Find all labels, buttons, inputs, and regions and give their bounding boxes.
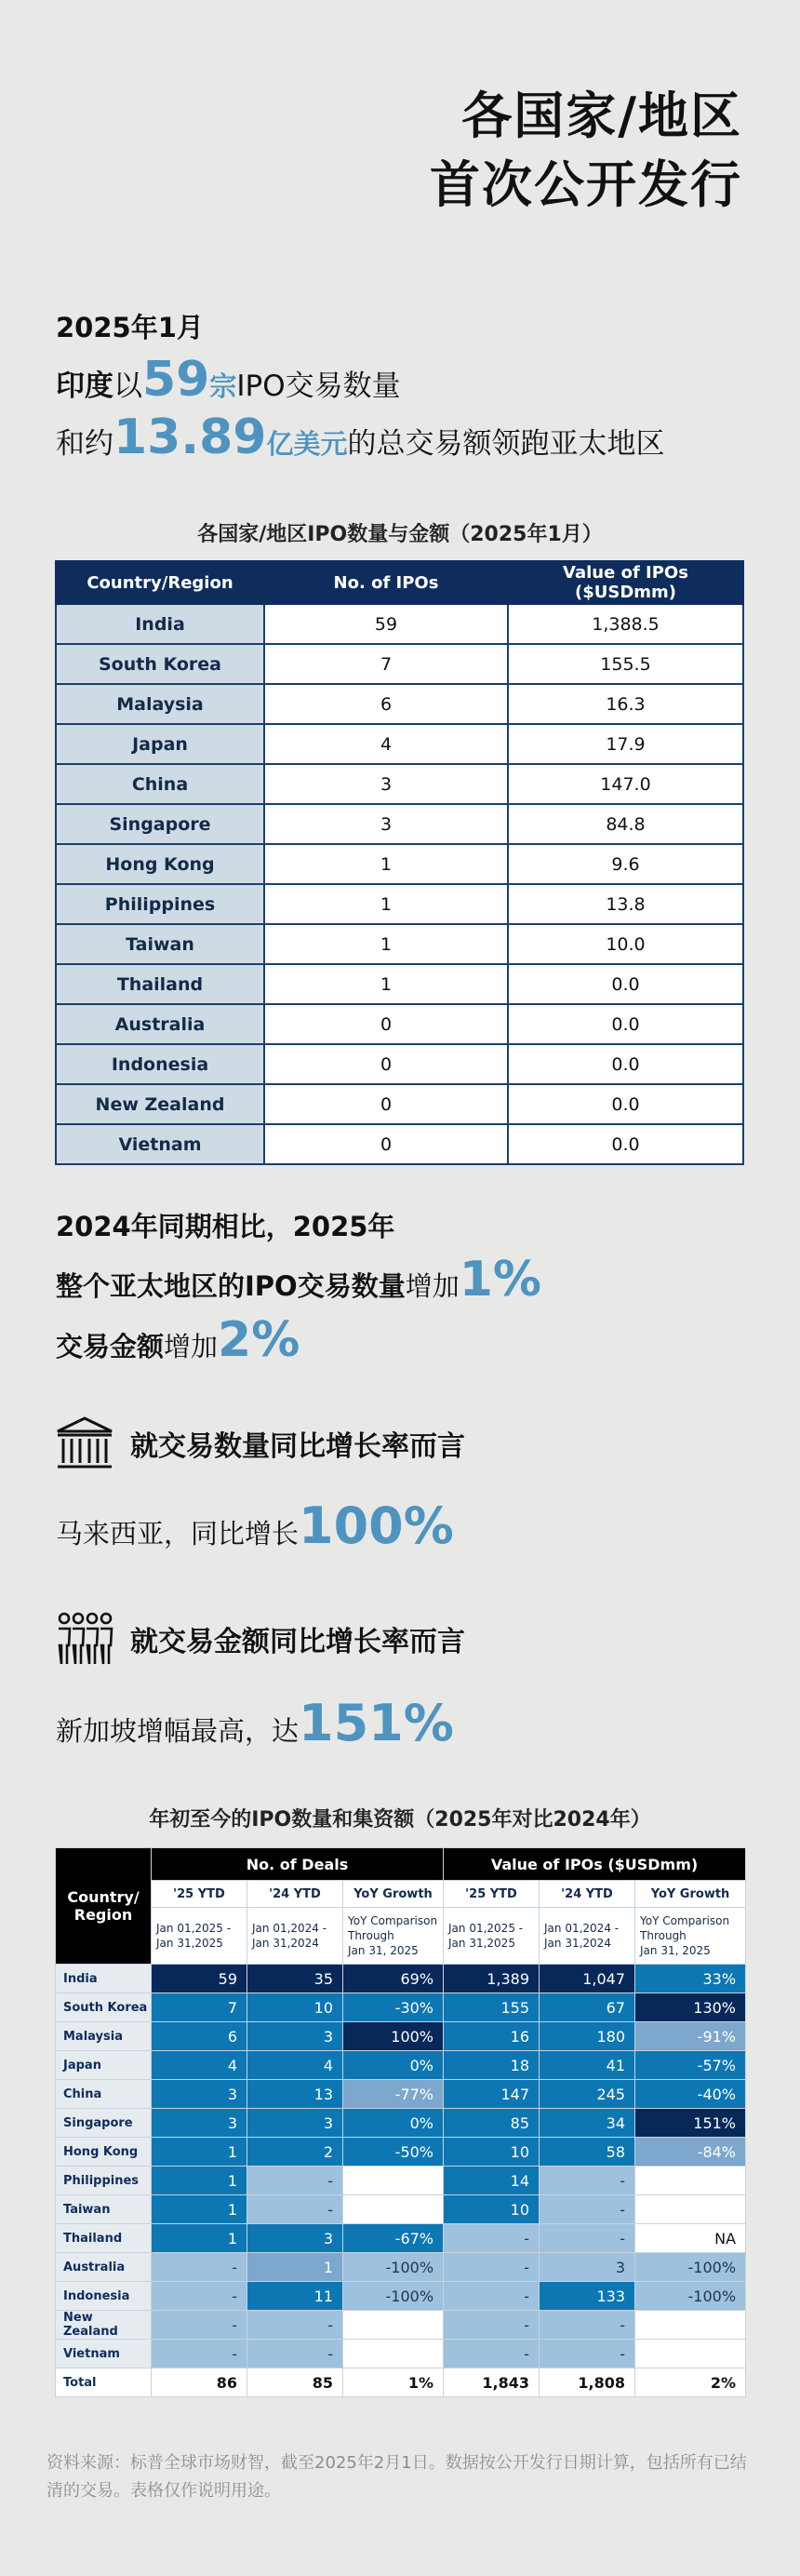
table2-value-cell: - [444,2311,540,2340]
table2-value-cell: -50% [343,2138,444,2167]
table2-value-cell: 155 [444,1993,540,2022]
table2-value-cell: 100% [343,2022,444,2051]
table2-sub-header: YoY Growth [635,1881,746,1908]
table2-row [56,2167,746,2195]
table2-value-cell: - [247,2167,343,2195]
table2-sub-header: '25 YTD [152,1881,247,1908]
table2-value-cell [343,2340,444,2368]
table1-count-cell: 59 [264,604,508,644]
table2-row [56,2051,746,2080]
table2-country-cell: Indonesia [56,2282,152,2311]
table1-row [56,884,743,924]
table2-value-cell: - [444,2253,540,2282]
table2-country-cell: Thailand [56,2224,152,2253]
table1-count-cell: 4 [264,724,508,764]
table1-count-cell: 0 [264,1004,508,1044]
table2-value-cell: 2 [247,2138,343,2167]
table1-country-cell: Hong Kong [56,844,264,884]
table2-value-cell: - [152,2340,247,2368]
table2-value-cell: - [152,2311,247,2340]
table2-value-cell: 4 [152,2051,247,2080]
table1-row [56,1044,743,1084]
table1-value-cell: 155.5 [508,644,743,684]
table2-row [56,2368,746,2397]
table1-header-row [56,561,743,604]
table2-value-cell [343,2311,444,2340]
table2-value-cell: 58 [540,2138,635,2167]
table2-value-cell: 133 [540,2282,635,2311]
comparison-deals-growth: 1% [459,1252,542,1308]
deal-growth-text: 马来西亚，同比增长 [56,1518,300,1550]
table2-row [56,2282,746,2311]
table2-value-cell: 3 [247,2109,343,2138]
table1-country-cell: New Zealand [56,1084,264,1124]
table1-row [56,1004,743,1044]
table2-value-cell: - [152,2253,247,2282]
table1-value-cell: 0.0 [508,964,743,1004]
table2-country-cell: China [56,2080,152,2109]
table1-value-cell: 9.6 [508,844,743,884]
table2-date-range: Jan 01,2024 - Jan 31,2024 [247,1908,343,1965]
section-value-growth-heading [56,1610,465,1668]
table2-value-cell: 69% [343,1965,444,1993]
table2-value-cell: - [540,2167,635,2195]
table1-country-cell: India [56,604,264,644]
table1-country-cell: Japan [56,724,264,764]
comparison-line-1 [56,1252,541,1314]
table2-date-range: Jan 01,2025 - Jan 31,2025 [444,1908,540,1965]
table2-value-cell: 35 [247,1965,343,1993]
table1-row [56,604,743,644]
headline-deal-label: IPO交易数量 [236,369,401,403]
table1-row [56,684,743,724]
table2-row [56,2340,746,2368]
table2-value-cell: 7 [152,1993,247,2022]
table2-value-cell: 1,047 [540,1965,635,1993]
table2-value-cell: - [540,2340,635,2368]
table2-value-cell: 11 [247,2282,343,2311]
table1-header-count: No. of IPOs [264,561,508,604]
comparison-line-2 [56,1312,300,1375]
table1-count-cell: 1 [264,884,508,924]
table2-country-cell: South Korea [56,1993,152,2022]
table2-value-cell: -91% [635,2022,746,2051]
table2-value-cell: 1,808 [540,2368,635,2397]
table2-value-cell: - [444,2282,540,2311]
table1-row [56,724,743,764]
table1-row [56,804,743,844]
table2-row [56,2311,746,2340]
table1-value-cell: 147.0 [508,764,743,804]
table1-count-cell: 3 [264,764,508,804]
table2-value-cell: -100% [343,2253,444,2282]
table2-value-cell: 34 [540,2109,635,2138]
table2-value-cell: 41 [540,2051,635,2080]
table2-value-cell: 1,389 [444,1965,540,1993]
table2-value-cell: 0% [343,2051,444,2080]
table2-value-cell: 16 [444,2022,540,2051]
table2-group-deals: No. of Deals [152,1848,444,1881]
table1-country-cell: South Korea [56,644,264,684]
table2-value-cell: - [444,2224,540,2253]
table2-value-cell: 1 [152,2167,247,2195]
table2-value-cell: 1,843 [444,2368,540,2397]
table2-value-cell [343,2167,444,2195]
people-group-icon [56,1610,113,1668]
table2-value-cell: -67% [343,2224,444,2253]
table2-value-cell: 10 [444,2195,540,2224]
page-title [430,82,742,220]
table1-count-cell: 7 [264,644,508,684]
table2-value-cell: 180 [540,2022,635,2051]
table2-value-cell: - [444,2340,540,2368]
table1-count-cell: 1 [264,924,508,964]
table1-country-cell: China [56,764,264,804]
table2-country-cell: Australia [56,2253,152,2282]
table2-country-cell: Japan [56,2051,152,2080]
table2-value-cell: - [247,2311,343,2340]
table1-value-cell: 16.3 [508,684,743,724]
table1-country-cell: Philippines [56,884,264,924]
table2-title: 年初至今的IPO数量和集资额（2025年对比2024年） [149,1808,651,1831]
source-footnote: 资料来源：标普全球市场财智，截至2025年2月1日。数据按公开发行日期计算，包括所有已结清的交易。表格仅作说明用途。 [47,2453,747,2501]
table2-value-cell [635,2167,746,2195]
table2-sub-header: '24 YTD [540,1881,635,1908]
table1-row [56,1084,743,1124]
headline-value-label: 的总交易额领跑亚太地区 [347,427,665,461]
table1-value-cell: 0.0 [508,1124,743,1164]
table2-value-cell: 14 [444,2167,540,2195]
table2-value-cell: 59 [152,1965,247,1993]
table1-country-cell: Taiwan [56,924,264,964]
table2-row [56,2195,746,2224]
table2-sub-header: YoY Growth [343,1881,444,1908]
table2-value-cell: - [540,2311,635,2340]
table1-row [56,924,743,964]
table1-row [56,844,743,884]
table2-value-cell: 3 [247,2224,343,2253]
table1-value-cell: 0.0 [508,1084,743,1124]
table1-country-cell: Australia [56,1004,264,1044]
table1-count-cell: 0 [264,1044,508,1084]
table2-value-cell: - [247,2340,343,2368]
table1-count-cell: 1 [264,844,508,884]
table2-value-cell: 151% [635,2109,746,2138]
table2-value-cell: -84% [635,2138,746,2167]
page-title-line-1: 各国家/地区 [461,87,742,145]
table2-country-cell: Singapore [56,2109,152,2138]
table2-row [56,2138,746,2167]
table1-count-cell: 0 [264,1124,508,1164]
table2-row [56,1993,746,2022]
table2-value-cell: 10 [247,1993,343,2022]
headline-date: 2025年1月 [56,312,204,343]
table1-title: 各国家/地区IPO数量与金额（2025年1月） [197,523,603,546]
table1-row [56,964,743,1004]
value-growth-value: 151% [299,1694,454,1752]
table1-count-cell: 6 [264,684,508,724]
table2-value-cell: 147 [444,2080,540,2109]
table1-value-cell: 13.8 [508,884,743,924]
table2-value-cell: - [540,2224,635,2253]
comparison-value-growth: 2% [218,1312,300,1368]
table2-date-row [56,1908,746,1965]
table2-value-cell: 1 [247,2253,343,2282]
headline-line-2 [56,409,665,472]
table1-value-cell: 1,388.5 [508,604,743,644]
comparison-deals-label: 整个亚太地区的IPO交易数量 [56,1270,406,1302]
comparison-value-verb: 增加 [164,1331,219,1362]
table1-header-value: Value of IPOs ($USDmm) [508,561,743,604]
table1-count-cell: 1 [264,964,508,1004]
headline-connector: 以 [113,369,142,403]
table2-value-cell: -100% [635,2282,746,2311]
table2-country-cell: Total [56,2368,152,2397]
table2-row [56,2253,746,2282]
table1-country-cell: Indonesia [56,1044,264,1084]
table2-value-cell: 1 [152,2224,247,2253]
table2-value-cell: 18 [444,2051,540,2080]
ytd-ipo-comparison-table [55,1847,746,2397]
section-value-growth-title: 就交易金额同比增长率而言 [130,1626,465,1658]
table2-value-cell: -77% [343,2080,444,2109]
deal-growth-value: 100% [299,1496,454,1555]
table2-value-cell: - [152,2282,247,2311]
table2-value-cell: - [247,2195,343,2224]
table2-value-cell: 1% [343,2368,444,2397]
table2-value-cell: 130% [635,1993,746,2022]
table2-value-cell [635,2340,746,2368]
table2-value-cell: -100% [635,2253,746,2282]
table2-value-cell [635,2311,746,2340]
table2-date-range: YoY Comparison Through Jan 31, 2025 [343,1908,444,1965]
table2-country-cell: New Zealand [56,2311,152,2340]
table2-sub-header: '24 YTD [247,1881,343,1908]
table2-value-cell: 1 [152,2138,247,2167]
table2-date-range: Jan 01,2025 - Jan 31,2025 [152,1908,247,1965]
table1-row [56,764,743,804]
table2-country-cell: Hong Kong [56,2138,152,2167]
section-deal-growth-heading [56,1415,465,1472]
table2-value-cell: 33% [635,1965,746,1993]
comparison-heading: 2024年同期相比，2025年 [56,1211,395,1242]
headline-deal-unit: 宗 [209,370,237,402]
headline-deal-count: 59 [142,352,210,408]
ipo-by-country-table [55,560,744,1165]
table1-count-cell: 0 [264,1084,508,1124]
table2-value-cell: 86 [152,2368,247,2397]
table2-corner-header [56,1848,152,1965]
table2-value-cell: 3 [540,2253,635,2282]
table1-country-cell: Singapore [56,804,264,844]
table1-row [56,1124,743,1164]
table1-row [56,644,743,684]
table2-country-cell: Philippines [56,2167,152,2195]
table2-value-cell: 13 [247,2080,343,2109]
table1-header-country: Country/Region [56,561,264,604]
table2-value-cell: 245 [540,2080,635,2109]
table2-country-cell: India [56,1965,152,1993]
table2-sub-header: '25 YTD [444,1881,540,1908]
table2-value-cell: -30% [343,1993,444,2022]
deal-growth-stat [56,1496,454,1555]
table1-count-cell: 3 [264,804,508,844]
table2-country-cell: Malaysia [56,2022,152,2051]
table1-value-cell: 0.0 [508,1044,743,1084]
table2-value-cell: 10 [444,2138,540,2167]
table2-country-cell: Vietnam [56,2340,152,2368]
value-growth-stat [56,1694,454,1752]
table2-value-cell: -100% [343,2282,444,2311]
table2-sub-row [56,1881,746,1908]
table2-value-cell: 85 [444,2109,540,2138]
table2-corner-label: Country/ Region [67,1888,140,1924]
headline-approx: 和约 [56,427,113,461]
table1-country-cell: Vietnam [56,1124,264,1164]
table2-value-cell: -40% [635,2080,746,2109]
table2-value-cell: 0% [343,2109,444,2138]
headline-value-unit: 亿美元 [266,428,348,460]
table2-row [56,2080,746,2109]
table2-value-cell [343,2195,444,2224]
table2-value-cell: 3 [152,2109,247,2138]
table1-value-cell: 17.9 [508,724,743,764]
table2-value-cell: 1 [152,2195,247,2224]
table2-value-cell: - [540,2195,635,2224]
table2-value-cell: -57% [635,2051,746,2080]
comparison-value-label: 交易金额 [56,1331,165,1362]
section-deal-growth-title: 就交易数量同比增长率而言 [130,1430,465,1463]
table2-value-cell: 67 [540,1993,635,2022]
table2-row [56,2022,746,2051]
table2-value-cell: 3 [247,2022,343,2051]
table1-country-cell: Thailand [56,964,264,1004]
table2-group-row [56,1848,746,1881]
table2-group-value: Value of IPOs ($USDmm) [444,1848,746,1881]
headline-country: 印度 [56,369,113,403]
table2-value-cell: 2% [635,2368,746,2397]
table2-date-range: Jan 01,2024 - Jan 31,2024 [540,1908,635,1965]
table2-value-cell [635,2195,746,2224]
table2-value-cell: NA [635,2224,746,2253]
page-title-line-2: 首次公开发行 [430,155,742,214]
table1-value-cell: 0.0 [508,1004,743,1044]
table2-date-range: YoY Comparison Through Jan 31, 2025 [635,1908,746,1965]
table1-value-cell: 10.0 [508,924,743,964]
table2-value-cell: 4 [247,2051,343,2080]
table2-row [56,1965,746,1993]
value-growth-text: 新加坡增幅最高，达 [56,1715,300,1747]
table2-value-cell: 85 [247,2368,343,2397]
table1-value-cell: 84.8 [508,804,743,844]
table1-country-cell: Malaysia [56,684,264,724]
table2-country-cell: Taiwan [56,2195,152,2224]
headline-value: 13.89 [113,409,267,465]
comparison-deals-verb: 增加 [405,1270,460,1302]
building-columns-icon [56,1415,113,1472]
headline-line-1 [56,352,401,414]
table2-value-cell: 6 [152,2022,247,2051]
table2-row [56,2109,746,2138]
table2-row [56,2224,746,2253]
table2-value-cell: 3 [152,2080,247,2109]
